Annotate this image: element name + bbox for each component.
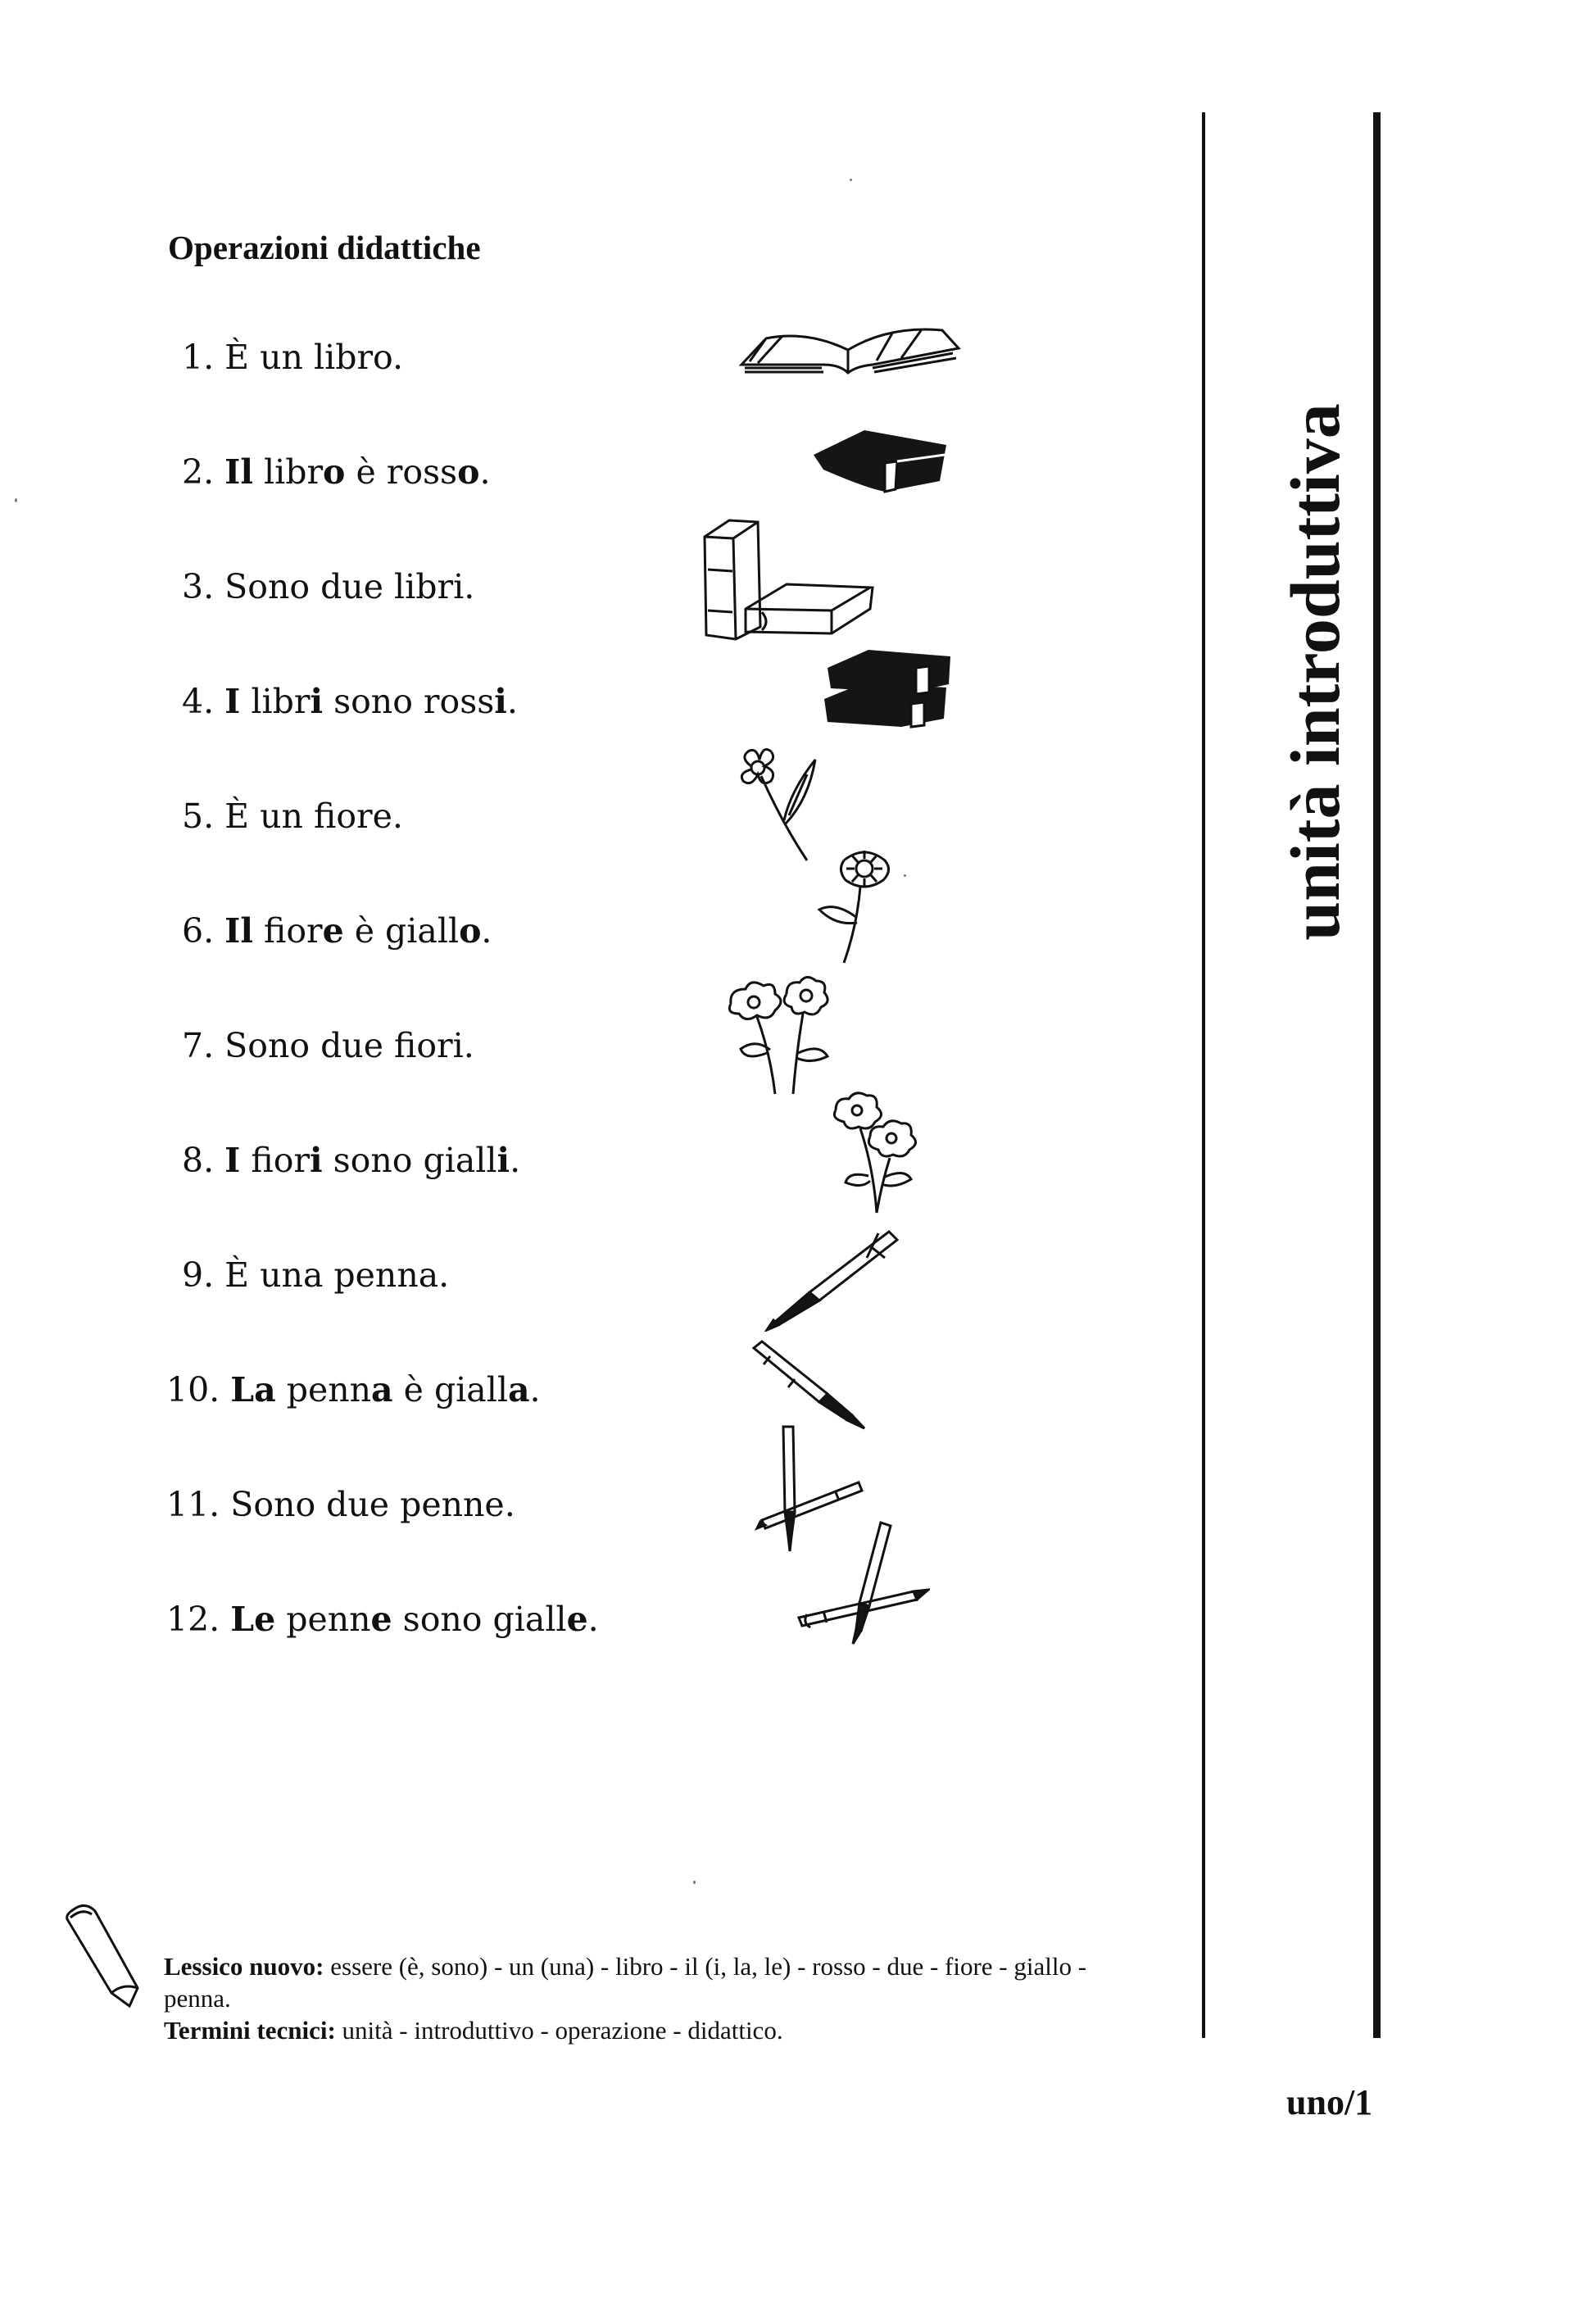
sentence-bold-part: i	[310, 1141, 323, 1180]
sentence-part: Sono due fiori.	[224, 1026, 474, 1065]
yellow-pen-icon	[746, 1340, 868, 1430]
scan-speck	[15, 498, 17, 502]
sentence-bold-part: I	[224, 682, 241, 721]
sentence-1	[182, 338, 403, 377]
sentence-part: È un libro.	[224, 338, 404, 377]
pencil-icon	[49, 1901, 147, 2008]
sentence-5	[182, 797, 403, 836]
sentence-4	[182, 682, 518, 721]
sentence-part: libr	[252, 452, 324, 492]
two-flowers-icon	[721, 971, 836, 1102]
sentence-number: 4.	[182, 682, 215, 721]
sentence-bold-part: o	[457, 452, 480, 492]
termini-line	[164, 2014, 1155, 2046]
sentence-bold-part: i	[494, 682, 507, 721]
scan-speck	[850, 179, 852, 181]
sentence-part: è giall	[392, 1370, 508, 1409]
sentence-part: sono giall	[392, 1600, 567, 1639]
sentence-bold-part: o	[323, 452, 346, 492]
sentence-bold-part: Il	[224, 452, 253, 492]
sentence-part: È un fiore.	[224, 797, 403, 836]
sentence-number: 11.	[166, 1485, 220, 1524]
lessico-line	[164, 1950, 1155, 2014]
sentence-part: .	[506, 682, 518, 721]
sentence-part: .	[481, 911, 492, 951]
sentence-6	[182, 911, 492, 951]
sentence-part: penn	[275, 1370, 372, 1409]
sentence-number: 9.	[182, 1255, 215, 1295]
right-vertical-rule	[1373, 112, 1381, 2038]
sentence-bold-part: e	[322, 911, 344, 951]
sentence-bold-part: i	[497, 1141, 510, 1180]
sentence-part: sono ross	[323, 682, 495, 721]
sentence-part: è giall	[343, 911, 460, 951]
sentence-number: 3.	[182, 567, 215, 606]
sentence-bold-part: La	[230, 1370, 276, 1409]
sentence-10	[166, 1370, 541, 1409]
left-vertical-rule	[1202, 112, 1205, 2038]
lessico-label: Lessico nuovo:	[164, 1952, 324, 1981]
termini-text: unità - introduttivo - operazione - didattico.	[335, 2016, 783, 2045]
sentence-part: .	[510, 1141, 521, 1180]
sentence-number: 6.	[182, 911, 215, 951]
sentence-number: 10.	[166, 1370, 220, 1409]
sentence-part: fior	[240, 1141, 311, 1180]
sentence-part: .	[479, 452, 491, 492]
sentence-number: 1.	[182, 338, 215, 377]
sentence-part: Sono due penne.	[230, 1485, 515, 1524]
sentence-bold-part: a	[507, 1370, 530, 1409]
sentence-bold-part: Il	[224, 911, 253, 951]
sentence-bold-part: Le	[230, 1600, 276, 1639]
sentence-bold-part: e	[370, 1600, 392, 1639]
yellow-flower-icon	[811, 844, 909, 967]
scan-speck	[904, 874, 906, 877]
sentence-part: libr	[240, 682, 311, 721]
sentence-part: È una penna.	[224, 1255, 450, 1295]
footnote	[164, 1950, 1155, 2046]
sentence-bold-part: I	[224, 1141, 241, 1180]
side-title: unità introduttiva	[1276, 403, 1354, 941]
sentence-number: 7.	[182, 1026, 215, 1065]
scan-speck	[693, 1881, 696, 1884]
open-book-icon	[733, 315, 963, 381]
sentence-bold-part: o	[459, 911, 482, 951]
pen-icon	[762, 1225, 901, 1332]
two-books-icon	[696, 512, 885, 643]
lessico-text: essere (è, sono) - un (una) - libro - il (i, la, le) - rosso - due - fiore - giallo - penna.	[164, 1952, 1087, 2013]
sentence-number: 8.	[182, 1141, 215, 1180]
sentence-part: fior	[252, 911, 323, 951]
sentence-part: penn	[275, 1600, 371, 1639]
sentence-part: .	[529, 1370, 541, 1409]
sentence-number: 5.	[182, 797, 215, 836]
sentence-9	[182, 1255, 449, 1295]
page-number: uno/1	[1286, 2082, 1373, 2122]
sentence-7	[182, 1026, 474, 1065]
sentence-part: .	[587, 1600, 599, 1639]
sentence-part: Sono due libri.	[224, 567, 475, 606]
sentence-8	[182, 1141, 520, 1180]
sentence-bold-part: a	[371, 1370, 393, 1409]
sentence-part: sono giall	[322, 1141, 497, 1180]
sentence-number: 2.	[182, 452, 215, 492]
sentence-3	[182, 567, 474, 606]
sentence-part: è ross	[345, 452, 458, 492]
termini-label: Termini tecnici:	[164, 2016, 336, 2045]
two-yellow-flowers-icon	[819, 1086, 934, 1217]
sentence-bold-part: e	[566, 1600, 588, 1639]
sentence-number: 12.	[166, 1600, 220, 1639]
red-book-icon	[807, 422, 955, 496]
sentence-12	[166, 1600, 599, 1639]
sentence-11	[166, 1485, 515, 1524]
two-yellow-pens-icon	[791, 1516, 930, 1647]
section-heading: Operazioni didattiche	[168, 229, 481, 266]
sentence-bold-part: i	[310, 682, 324, 721]
two-red-books-icon	[819, 643, 963, 733]
sentence-2	[182, 452, 491, 492]
